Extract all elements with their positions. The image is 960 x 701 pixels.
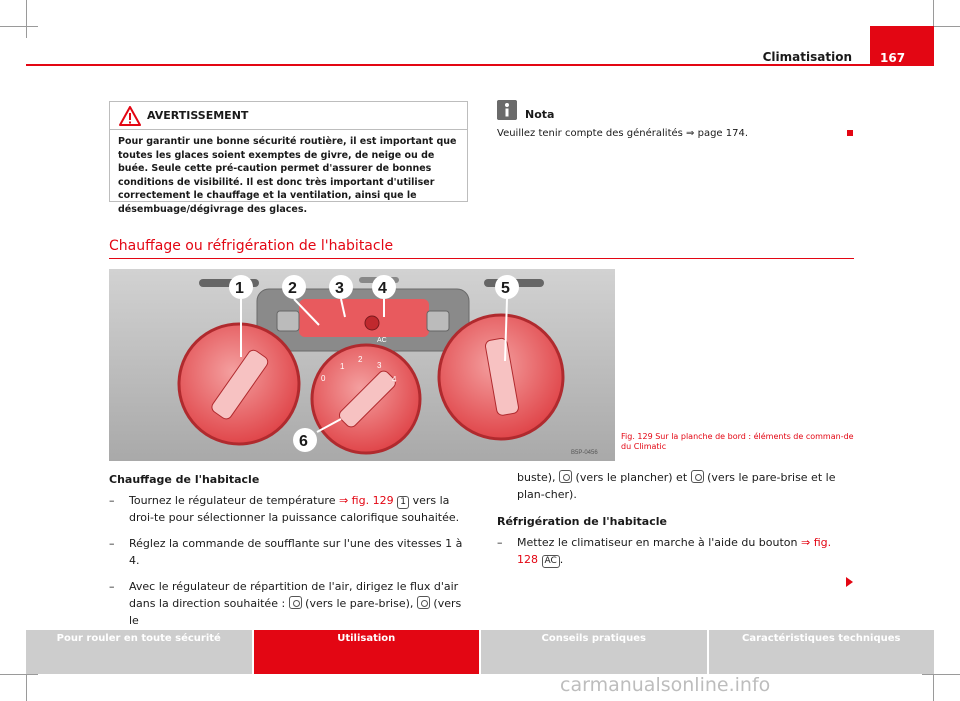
- section-title: Chauffage ou réfrigération de l'habitacle: [109, 238, 394, 254]
- figure-caption: Fig. 129 Sur la planche de bord : éléments de comman-de du Climatic: [621, 432, 854, 451]
- svg-text:5: 5: [501, 280, 510, 297]
- page-number: 167: [870, 26, 934, 66]
- ac-label: AC: [377, 337, 387, 344]
- note-title: Nota: [525, 108, 555, 121]
- tab-technical-data[interactable]: Caractéristiques techniques: [709, 630, 935, 674]
- callout-6: [293, 428, 317, 452]
- dial-label-3: 3: [377, 361, 382, 370]
- instruction-2: – Réglez la commande de soufflante sur l'une des vitesses 1 à 4.: [109, 535, 469, 569]
- tab-safety[interactable]: Pour rouler en toute sécurité: [26, 630, 252, 674]
- svg-text:3: 3: [335, 280, 344, 297]
- warning-triangle-icon: [119, 106, 141, 126]
- callout-4: [372, 275, 396, 299]
- callout-5: [495, 275, 519, 299]
- windscreen-footwell-vent-icon: [691, 470, 704, 483]
- cooling-heading: Réfrigération de l'habitacle: [497, 515, 667, 528]
- right-column: [497, 469, 855, 568]
- end-of-note-mark: [847, 130, 853, 136]
- crop-mark: [922, 674, 960, 675]
- warning-header: [110, 102, 467, 130]
- header-rule: [26, 64, 934, 66]
- callout-1: [229, 275, 253, 299]
- footer-nav: [26, 630, 934, 674]
- section-rule: [109, 258, 854, 259]
- dial-label-2: 2: [358, 355, 363, 364]
- dial-label-1: 1: [340, 362, 345, 371]
- instruction-3-continued: buste), (vers le plancher) et (vers le pare-brise et le plan-cher).: [517, 471, 836, 501]
- tab-operation[interactable]: Utilisation: [254, 630, 480, 674]
- upper-body-vent-icon: [417, 596, 430, 609]
- header-section-title: Climatisation: [762, 50, 852, 64]
- callout-ref-1: 1: [397, 496, 409, 509]
- warning-text: Pour garantir une bonne sécurité routière, il est important que toutes les glaces soient exemptes de givre, de neige ou de buée. Seule cette pré-caution permet d'assurer de bonnes conditions de visibilité. Il est donc très important d'utiliser correctement le chauffage et la ventilation, ainsi que le désembuage/dégivrage des glaces.: [118, 136, 457, 215]
- warning-box: [109, 101, 468, 215]
- footwell-vent-icon: [559, 470, 572, 483]
- instruction-1: – Tournez le régulateur de température ⇒ fig. 129 1 vers la droi-te pour sélectionner la puissance calorifique souhaitée.: [109, 492, 469, 526]
- svg-text:6: 6: [299, 433, 308, 450]
- continue-arrow-icon: [846, 577, 853, 587]
- ac-button-ref: AC: [542, 555, 560, 568]
- instruction-3: – Avec le régulateur de répartition de l'air, dirigez le flux d'air dans la direction souhaitée : (vers le pare-brise), (vers le: [109, 578, 469, 629]
- svg-text:2: 2: [288, 280, 297, 297]
- crop-mark: [0, 674, 38, 675]
- svg-text:4: 4: [378, 280, 387, 297]
- fig-129-link[interactable]: ⇒ fig. 129: [338, 494, 394, 507]
- crop-mark: [0, 26, 38, 27]
- watermark: carmanualsonline.info: [560, 674, 771, 696]
- figure-code: B5P-0456: [571, 450, 598, 456]
- crop-mark: [26, 0, 27, 38]
- callout-2: [282, 275, 306, 299]
- instruction-4: – Mettez le climatiseur en marche à l'aide du bouton ⇒ fig. 128 AC .: [497, 534, 855, 568]
- svg-text:1: 1: [235, 280, 244, 297]
- windscreen-vent-icon: [289, 596, 302, 609]
- left-column: [109, 471, 469, 629]
- heating-heading: Chauffage de l'habitacle: [109, 473, 260, 486]
- warning-title: AVERTISSEMENT: [147, 109, 249, 122]
- dial-label-0: 0: [321, 374, 326, 383]
- fig-128-link[interactable]: ⇒ fig. 128: [517, 536, 832, 566]
- tab-practical-tips[interactable]: Conseils pratiques: [481, 630, 707, 674]
- note-text: Veuillez tenir compte des généralités ⇒ page 174.: [497, 128, 749, 139]
- callout-3: [329, 275, 353, 299]
- dashboard-illustration: [109, 269, 615, 461]
- climatic-control-figure: [109, 269, 615, 461]
- info-icon: [497, 100, 517, 120]
- dial-label-4: 4: [392, 375, 397, 384]
